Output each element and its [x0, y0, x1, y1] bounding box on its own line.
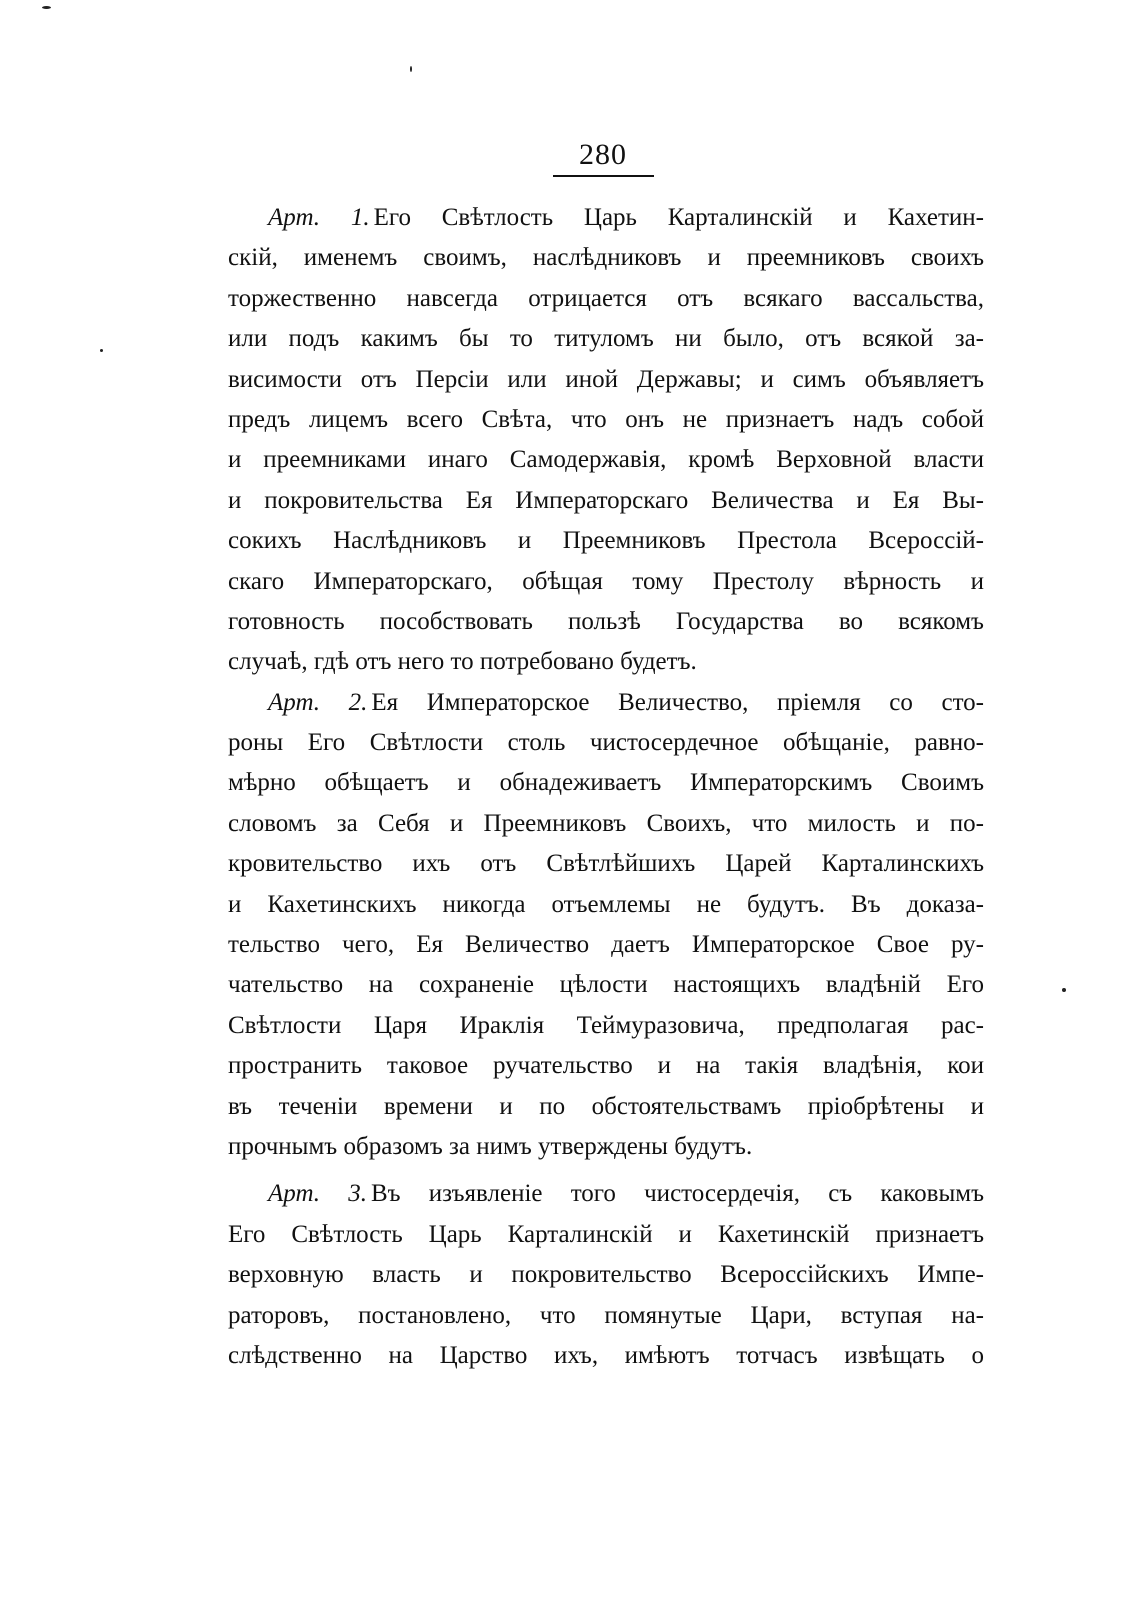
text-line: и покровительства Ея Императорскаго Величества и Ея Вы- — [228, 486, 984, 514]
article-label: Арт. 3. — [268, 1180, 367, 1208]
text-line: чательство на сохраненіе цѣлости настоящихъ владѣній Его — [228, 971, 984, 999]
text-line: предъ лицемъ всего Свѣта, что онъ не признаетъ надъ собой — [228, 405, 984, 433]
article-label: Арт. 1. — [268, 204, 370, 231]
article-1 — [228, 198, 984, 683]
text-line: и преемниками инаго Самодержавія, кромѣ Верховной власти — [228, 446, 984, 474]
scan-speck — [42, 6, 51, 9]
text-line: роны Его Свѣтлости столь чистосердечное обѣщаніе, равно- — [228, 729, 984, 757]
paragraph-gap — [228, 1167, 984, 1174]
article-label: Арт. 2. — [268, 688, 368, 716]
scan-speck — [410, 66, 412, 72]
text-line: торжественно навсегда отрицается отъ всякаго вассальства, — [228, 284, 984, 312]
page-body — [228, 198, 984, 1376]
text-line: или подъ какимъ бы то титуломъ ни было, отъ всякой за- — [228, 325, 984, 353]
text-line: въ теченіи времени и по обстоятельствамъ пріобрѣтены и — [228, 1092, 984, 1120]
text-line: Арт. 1. Его Свѣтлость Царь Карталинскій и Кахетин- — [228, 198, 984, 238]
text-line: прочнымъ образомъ за нимъ утверждены будутъ. — [228, 1132, 753, 1160]
text-line: словомъ за Себя и Преемниковъ Своихъ, что милость и по- — [228, 809, 984, 837]
text-line: висимости отъ Персіи или иной Державы; и симъ объявляетъ — [228, 365, 984, 393]
text-line: случаѣ, гдѣ отъ него то потребовано будетъ. — [228, 648, 697, 676]
text-line: готовность пособствовать пользѣ Государства во всякомъ — [228, 607, 984, 635]
page-number-rule — [553, 175, 654, 177]
text-line: скаго Императорскаго, обѣщая тому Престолу вѣрность и — [228, 567, 984, 595]
text-line: скій, именемъ своимъ, наслѣдниковъ и преемниковъ своихъ — [228, 244, 984, 272]
text-line: верховную власть и покровительство Всероссійскихъ Импе- — [228, 1261, 984, 1289]
page-number: 280 — [579, 138, 627, 171]
text-line: Свѣтлости Царя Ираклія Теймуразовича, предполагая рас- — [228, 1011, 984, 1039]
text-line: сокихъ Наслѣдниковъ и Преемниковъ Престола Всероссій- — [228, 527, 984, 555]
text-line: Арт. 3. Въ изъявленіе того чистосердечія, съ каковымъ — [228, 1174, 984, 1214]
text-line: Арт. 2. Ея Императорское Величество, пріемля со сто- — [228, 683, 984, 723]
text-line: тельство чего, Ея Величество даетъ Императорское Свое ру- — [228, 931, 984, 959]
article-3 — [228, 1174, 984, 1376]
scan-speck — [100, 349, 103, 352]
text-line: и Кахетинскихъ никогда отъемлемы не будутъ. Въ доказа- — [228, 890, 984, 918]
text-line: кровительство ихъ отъ Свѣтлѣйшихъ Царей Карталинскихъ — [228, 850, 984, 878]
article-2 — [228, 683, 984, 1168]
text-line: мѣрно обѣщаетъ и обнадеживаетъ Императорскимъ Своимъ — [228, 769, 984, 797]
text-line: Его Свѣтлость Царь Карталинскій и Кахетинскій признаетъ — [228, 1220, 984, 1248]
text-line: пространить таковое ручательство и на такія владѣнія, кои — [228, 1052, 984, 1080]
scan-speck — [1062, 988, 1066, 992]
text-line: слѣдственно на Царство ихъ, имѣютъ тотчасъ извѣщать о — [228, 1341, 984, 1369]
text-line: раторовъ, постановлено, что помянутые Цари, вступая на- — [228, 1301, 984, 1329]
